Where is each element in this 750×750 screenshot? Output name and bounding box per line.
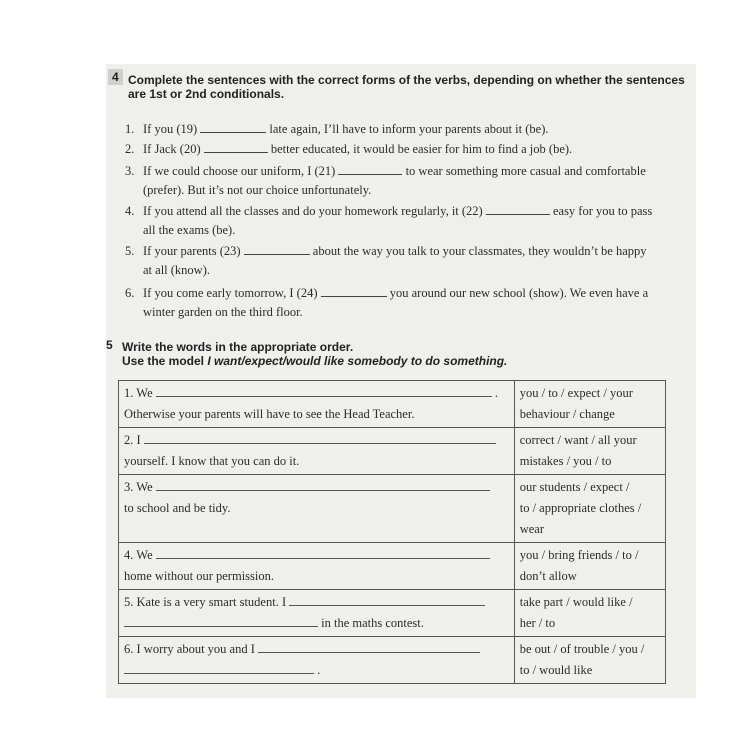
word-order-table [118, 380, 666, 684]
answer-blank-21[interactable] [338, 163, 402, 175]
table-row [119, 637, 666, 684]
answer-blank-22[interactable] [486, 203, 550, 215]
ex4-item-1: 1. If you (19) late again, I’ll have to inform your parents about it (be). [125, 122, 549, 136]
sentence-cell: 6. I worry about you and I . [119, 637, 515, 684]
sentence-cell: 1. We . Otherwise your parents will have to see the Head Teacher. [119, 381, 515, 428]
ex4-item-6: 6. If you come early tomorrow, I (24) you around our new school (show). We even have a winter garden on the third floor. [125, 286, 649, 319]
ex4-item-5: 5. If your parents (23) about the way you talk to your classmates, they wouldn’t be happy at all (know). [125, 244, 647, 277]
answer-line[interactable] [289, 593, 485, 606]
words-cell: our students / expect / to / appropriate clothes / wear [514, 475, 665, 543]
answer-line[interactable] [144, 431, 496, 444]
answer-line[interactable] [156, 478, 490, 491]
words-cell: take part / would like / her / to [514, 590, 665, 637]
table-row [119, 428, 666, 475]
table-row [119, 543, 666, 590]
ex4-item-3: 3. If we could choose our uniform, I (21) to wear something more casual and comfortable (prefer). But it’s not our choice unfortunately. [125, 164, 646, 197]
answer-line[interactable] [258, 640, 480, 653]
table-row [119, 475, 666, 543]
answer-blank-19[interactable] [200, 121, 266, 133]
words-cell: you / to / expect / your behaviour / change [514, 381, 665, 428]
words-cell: you / bring friends / to / don’t allow [514, 543, 665, 590]
words-cell: correct / want / all your mistakes / you / to [514, 428, 665, 475]
answer-line[interactable] [124, 661, 314, 674]
exercise-4-number: 4 [108, 70, 123, 84]
sentence-cell: 2. I yourself. I know that you can do it. [119, 428, 515, 475]
sentence-cell: 4. We home without our permission. [119, 543, 515, 590]
answer-line[interactable] [156, 546, 490, 559]
exercise-5-instruction: Write the words in the appropriate order. Use the model I want/expect/would like somebody to do something. [122, 340, 508, 368]
answer-blank-24[interactable] [321, 285, 387, 297]
answer-line[interactable] [124, 614, 318, 627]
exercise-4-instruction: Complete the sentences with the correct forms of the verbs, depending on whether the sentences are 1st or 2nd conditionals. [128, 73, 685, 101]
table-row [119, 381, 666, 428]
answer-blank-23[interactable] [244, 243, 310, 255]
words-cell: be out / of trouble / you / to / would like [514, 637, 665, 684]
table-row [119, 590, 666, 637]
sentence-cell: 3. We to school and be tidy. [119, 475, 515, 543]
ex4-item-4: 4. If you attend all the classes and do your homework regularly, it (22) easy for you to pass all the exams (be). [125, 204, 653, 237]
answer-blank-20[interactable] [204, 141, 268, 153]
answer-line[interactable] [156, 384, 492, 397]
ex4-item-2: 2. If Jack (20) better educated, it would be easier for him to find a job (be). [125, 142, 573, 156]
exercise-5-number: 5 [106, 338, 113, 352]
sentence-cell: 5. Kate is a very smart student. I in the maths contest. [119, 590, 515, 637]
